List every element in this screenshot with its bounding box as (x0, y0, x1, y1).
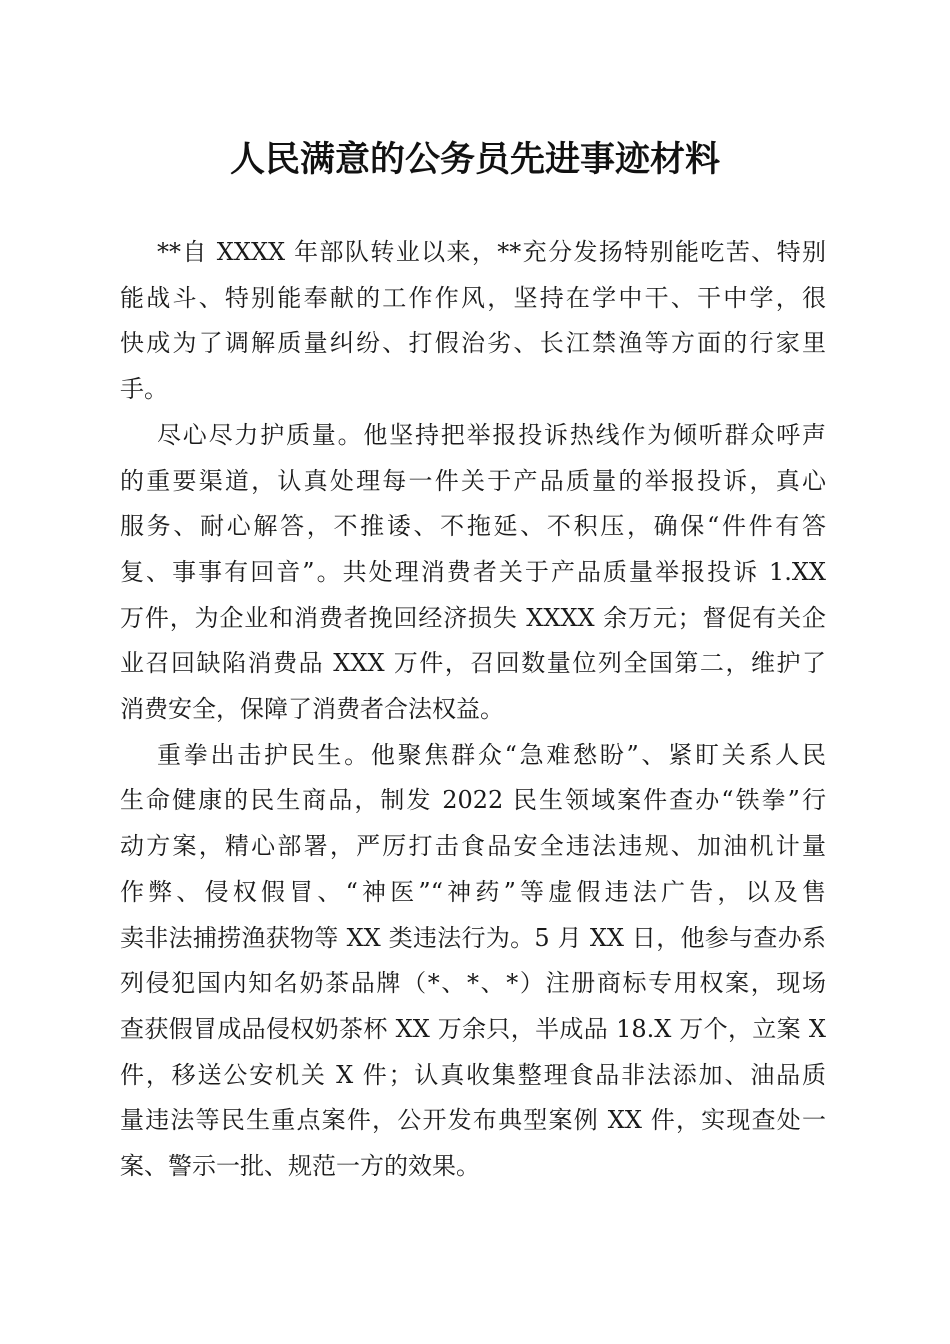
text-line: 作弊、侵权假冒、“神医”“神药”等虚假违法广告，以及售 (120, 877, 826, 906)
text-line: 列侵犯国内知名奶茶品牌（*、*、*）注册商标专用权案，现场 (120, 969, 826, 998)
document-body (120, 230, 826, 1190)
text-line: 重拳出击护民生。他聚焦群众“急难愁盼”、紧盯关系人民 (157, 740, 826, 769)
text-line: 能战斗、特别能奉献的工作作风，坚持在学中干、干中学，很 (120, 283, 826, 312)
document-title: 人民满意的公务员先进事迹材料 (229, 139, 720, 180)
text-line: 件，移送公安机关 X 件；认真收集整理食品非法添加、油品质 (120, 1060, 826, 1089)
text-line: 案、警示一批、规范一方的效果。 (120, 1152, 480, 1181)
paragraph-intro (120, 230, 826, 413)
text-line: 业召回缺陷消费品 XXX 万件，召回数量位列全国第二，维护了 (120, 649, 826, 678)
text-line: 手。 (120, 375, 168, 404)
text-line: 的重要渠道，认真处理每一件关于产品质量的举报投诉，真心 (120, 466, 826, 495)
text-line: 生命健康的民生商品，制发 2022 民生领域案件查办“铁拳”行 (120, 786, 826, 815)
paragraph-quality (120, 413, 826, 733)
paragraph-livelihood (120, 733, 826, 1190)
text-line: 动方案，精心部署，严厉打击食品安全违法违规、加油机计量 (120, 832, 826, 861)
text-line: 服务、耐心解答，不推诿、不拖延、不积压，确保“件件有答 (120, 512, 826, 541)
text-line: 查获假冒成品侵权奶茶杯 XX 万余只，半成品 18.X 万个，立案 X (120, 1014, 826, 1043)
text-line: 卖非法捕捞渔获物等 XX 类违法行为。5 月 XX 日，他参与查办系 (120, 923, 826, 952)
text-line: **自 XXXX 年部队转业以来，**充分发扬特别能吃苦、特别 (157, 238, 826, 266)
text-line: 快成为了调解质量纠纷、打假治劣、长江禁渔等方面的行家里 (120, 329, 826, 358)
text-line: 消费安全，保障了消费者合法权益。 (120, 695, 504, 724)
text-line: 万件，为企业和消费者挽回经济损失 XXXX 余万元；督促有关企 (120, 603, 826, 632)
text-line: 量违法等民生重点案件，公开发布典型案例 XX 件，实现查处一 (120, 1106, 826, 1135)
text-line: 尽心尽力护质量。他坚持把举报投诉热线作为倾听群众呼声 (157, 420, 826, 449)
text-line: 复、事事有回音”。共处理消费者关于产品质量举报投诉 1.XX (120, 557, 826, 586)
